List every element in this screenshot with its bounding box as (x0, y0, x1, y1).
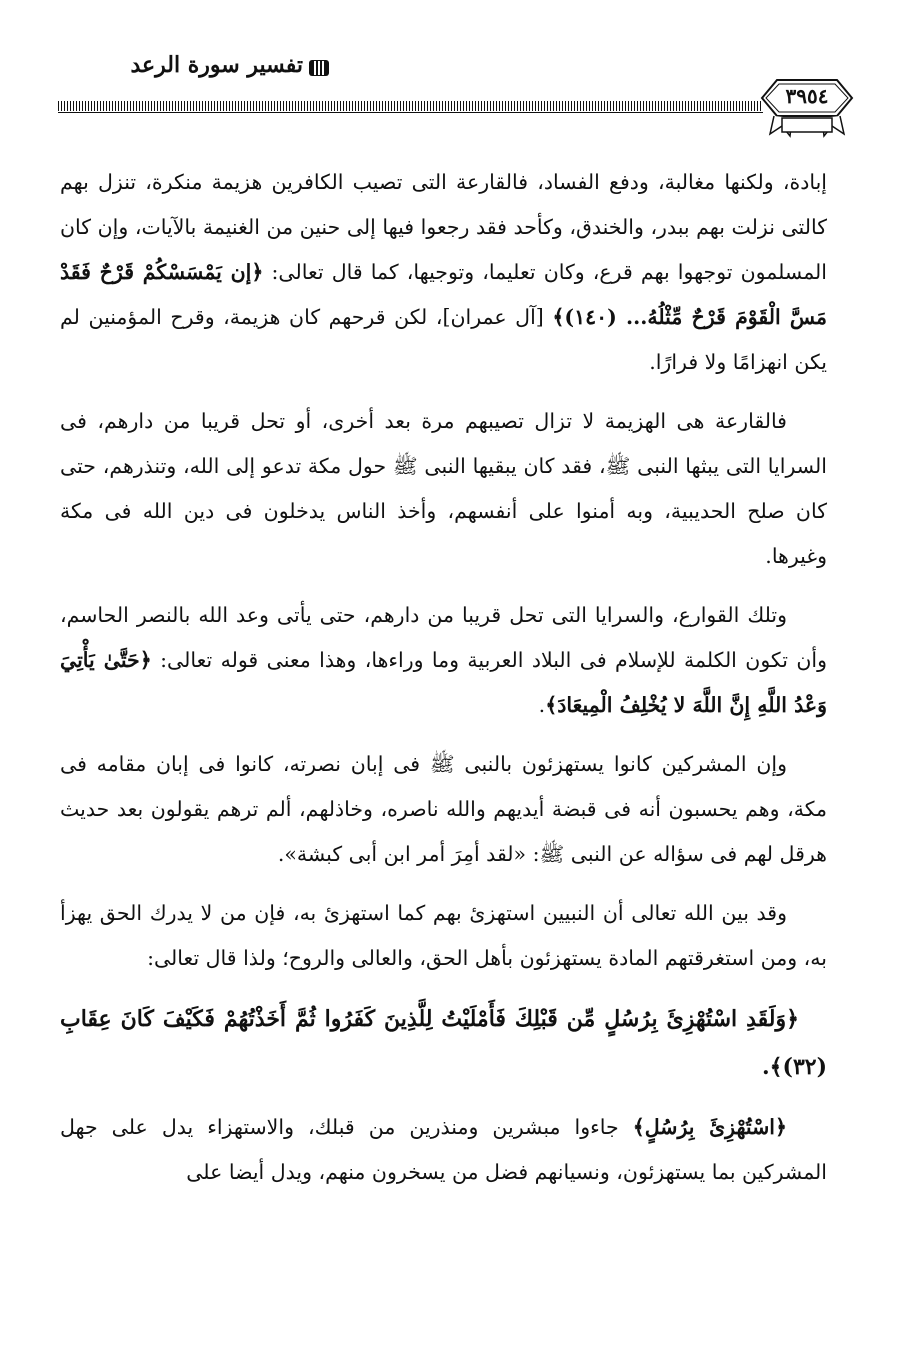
header-ornament-icon (308, 58, 330, 78)
quran-quote: ﴿وَلَقَدِ اسْتُهْزِئَ بِرُسُلٍ مِّن قَبْلِكَ فَأَمْلَيْتُ لِلَّذِينَ كَفَرُوا ثُمَّ أَخَذْتُهُمْ فَكَيْفَ كَانَ عِقَابِ (٣٢)﴾ (60, 1006, 827, 1080)
header-rule (58, 101, 763, 111)
paragraph-text: . (761, 1054, 770, 1080)
paragraph (60, 742, 827, 877)
paragraph-text: [آل عمران]، لكن قرحهم كان هزيمة، وقرح المؤمنين لم يكن انهزامًا ولا فرارًا. (60, 305, 827, 374)
quran-quote: ﴿حَتَّىٰ يَأْتِيَ وَعْدُ اللَّهِ إِنَّ اللَّهَ لا يُخْلِفُ الْمِيعَادَ﴾ (60, 648, 827, 717)
paragraph-text: . (538, 693, 546, 717)
page-number: ٣٩٥٤ (785, 84, 829, 108)
running-header-title: تفسير سورة الرعد (130, 52, 303, 78)
paragraph (60, 891, 827, 981)
page-number-badge-icon (752, 70, 862, 146)
quran-quote: ﴿اسْتُهْزِئَ بِرُسُلٍ﴾ (632, 1115, 787, 1139)
quran-verse-paragraph (60, 995, 827, 1091)
paragraph (60, 399, 827, 579)
paragraph-text: إبادة، ولكنها مغالبة، ودفع الفساد، فالقارعة التى تصيب الكافرين هزيمة منكرة، تنزل بهم كالتى نزلت بهم ببدر، والخندق، وكأحد فقد رجعوا فيها إلى حنين من الغنيمة بالآيات، وإن كان المسلمون توجهوا بهم قرع، وكان تعليما، وتوجيها، كما قال تعالى: (60, 170, 827, 284)
paragraph-text: وقد بين الله تعالى أن النبيين استهزئ بهم كما استهزئ به، فإن من لا يدرك الحق يهزأ به، ومن استغرقتهم المادة يستهزئون بأهل الحق، والعالى والروح؛ ولذا قال تعالى: (60, 901, 827, 970)
paragraph-text: وتلك القوارع، والسرايا التى تحل قريبا من دارهم، حتى يأتى وعد الله بالنصر الحاسم، وأن تكون الكلمة للإسلام فى البلاد العربية وما وراءها، وهذا معنى قوله تعالى: (60, 603, 827, 672)
paragraph (60, 593, 827, 728)
paragraph (60, 160, 827, 385)
body-text (60, 160, 827, 1195)
quran-quote: ﴿إن يَمْسَسْكُمْ قَرْحٌ فَقَدْ مَسَّ الْقَوْمَ قَرْحٌ مِّثْلُهُ... (١٤٠)﴾ (60, 260, 827, 329)
paragraph-text: جاءوا مبشرين ومنذرين من قبلك، والاستهزاء يدل على جهل المشركين بما يستهزئون، ونسيانهم فضل من يسخرون منهم، ويدل أيضا على (60, 1115, 827, 1184)
paragraph-text: فالقارعة هى الهزيمة لا تزال تصيبهم مرة بعد أخرى، أو تحل قريبا من دارهم، فى السرايا التى يبثها النبى ﷺ، فقد كان يبقيها النبى ﷺ حول مكة تدعو إلى الله، وتنذرهم، حتى كان صلح الحديبية، وبه أمنوا على أنفسهم، وأخذ الناس يدخلون فى دين الله فى مكة وغيرها. (60, 409, 827, 568)
paragraph (60, 1105, 827, 1195)
header-rule-line (58, 112, 763, 113)
paragraph-text: وإن المشركين كانوا يستهزئون بالنبى ﷺ فى إبان نصرته، كانوا فى إبان مقامه فى مكة، وهم يحسبون أنه فى قبضة أيديهم والله ناصره، وخاذلهم، ألم ترهم يقولون بعد حديث هرقل لهم فى سؤاله عن النبى ﷺ: «لقد أمِرَ أمر ابن أبى كبشة». (60, 752, 827, 866)
